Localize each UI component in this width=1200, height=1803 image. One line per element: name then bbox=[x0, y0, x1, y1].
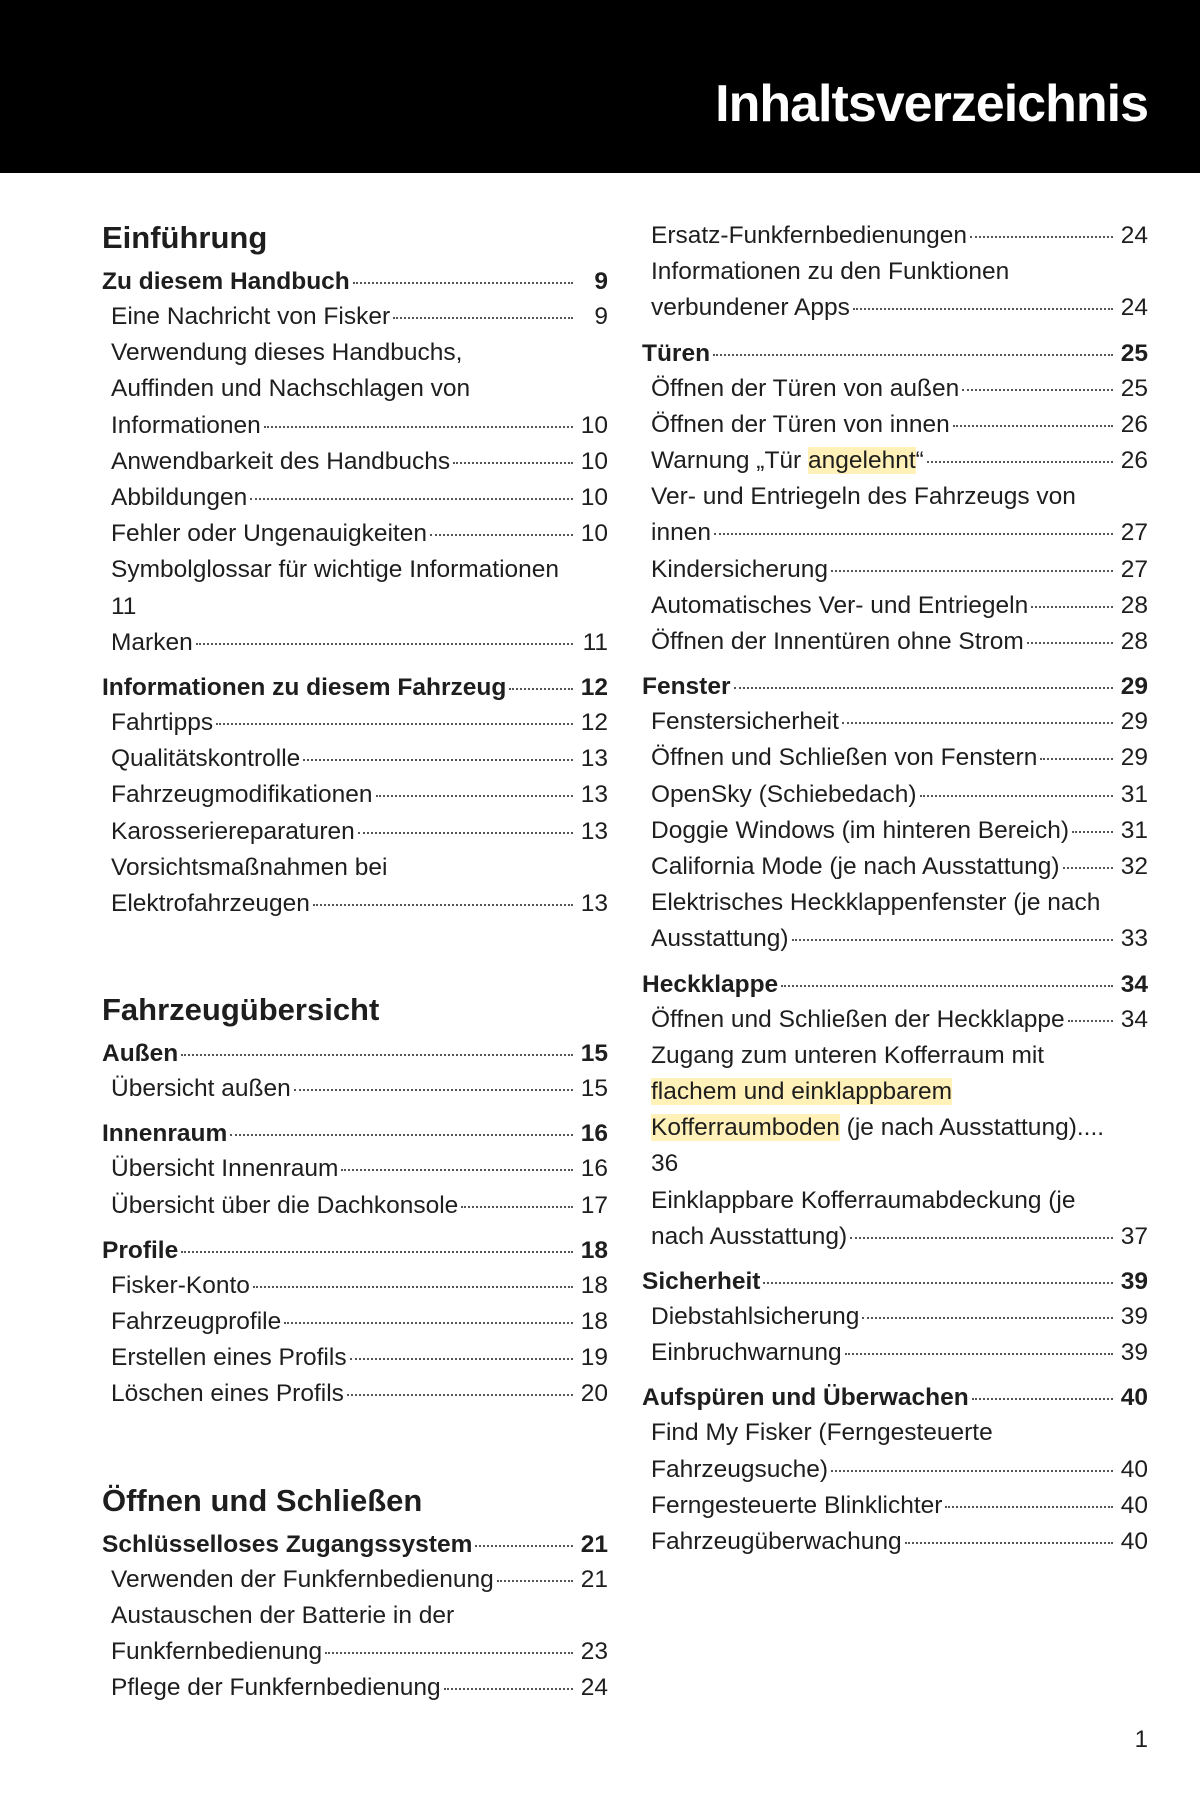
chapter-title: Öffnen und Schließen bbox=[102, 1482, 423, 1518]
toc-group-title[interactable]: Fenster 29 bbox=[642, 673, 1148, 701]
toc-group bbox=[642, 670, 1148, 957]
toc-group bbox=[102, 1117, 608, 1223]
toc-entry[interactable]: Ausstattung) 33 bbox=[651, 925, 1148, 953]
toc-entry[interactable]: Diebstahlsicherung 39 bbox=[651, 1303, 1148, 1331]
toc-entry[interactable]: Fahrzeugüberwachung 40 bbox=[651, 1528, 1148, 1556]
toc-entry[interactable]: Abbildungen 10 bbox=[111, 484, 608, 512]
toc-entry-line: Auffinden und Nachschlagen von bbox=[111, 375, 471, 403]
toc-entry-page-line[interactable]: 11 bbox=[111, 592, 137, 620]
page-title: Inhaltsverzeichnis bbox=[715, 75, 1148, 133]
toc-left-column bbox=[102, 218, 608, 1716]
toc-entry[interactable]: Fahrzeugprofile 18 bbox=[111, 1308, 608, 1336]
toc-entry[interactable]: Fisker-Konto 18 bbox=[111, 1271, 608, 1299]
toc-entry-line bbox=[642, 1074, 1148, 1110]
toc-entry[interactable]: Öffnen der Türen von innen 26 bbox=[651, 410, 1148, 438]
toc-entry[interactable]: Anwendbarkeit des Handbuchs 10 bbox=[111, 447, 608, 475]
toc-entry[interactable]: Kindersicherung 27 bbox=[651, 555, 1148, 583]
toc-group bbox=[642, 968, 1148, 1255]
toc-entry[interactable]: Doggie Windows (im hinteren Bereich) 31 bbox=[651, 816, 1148, 844]
toc-entry-line: Kofferraumboden (je nach Ausstattung).... bbox=[651, 1114, 1105, 1142]
toc-entry[interactable]: Ersatz-Funkfernbedienungen 24 bbox=[651, 222, 1148, 249]
toc-group bbox=[102, 265, 608, 661]
toc-entry[interactable]: Marken 11 bbox=[111, 628, 608, 656]
toc-group-title[interactable]: Heckklappe 34 bbox=[642, 970, 1148, 998]
text-highlight: flachem und einklappbarem bbox=[651, 1078, 952, 1106]
toc-entry-page-line[interactable]: 36 bbox=[651, 1150, 679, 1178]
toc-entry[interactable]: innen 27 bbox=[651, 519, 1148, 547]
toc-entry[interactable]: Elektrofahrzeugen 13 bbox=[111, 890, 608, 918]
toc-entry[interactable]: Fenstersicherheit 29 bbox=[651, 708, 1148, 736]
toc-group-title[interactable]: Zu diesem Handbuch 9 bbox=[102, 268, 608, 295]
toc-group-title[interactable]: Sicherheit 39 bbox=[642, 1268, 1148, 1296]
toc-group-title[interactable]: Schlüsselloses Zugangssystem 21 bbox=[102, 1530, 608, 1558]
toc-entry[interactable]: Öffnen und Schließen von Fenstern 29 bbox=[651, 744, 1148, 772]
toc-right-column bbox=[642, 218, 1148, 1570]
toc-group bbox=[102, 1037, 608, 1107]
toc-group bbox=[102, 1528, 608, 1707]
toc-entry[interactable]: Pflege der Funkfernbedienung 24 bbox=[111, 1674, 608, 1702]
page-header bbox=[0, 0, 1200, 173]
toc-group-title[interactable]: Türen 25 bbox=[642, 339, 1148, 367]
toc-entry-line: Find My Fisker (Ferngesteuerte bbox=[651, 1419, 993, 1447]
toc-entry-line: Einklappbare Kofferraumabdeckung (je bbox=[651, 1186, 1076, 1214]
toc-entry[interactable]: Fahrzeugsuche) 40 bbox=[651, 1455, 1148, 1483]
toc-entry-line: Informationen zu den Funktionen bbox=[651, 258, 1010, 286]
toc-group bbox=[102, 671, 608, 922]
toc-entry[interactable]: Informationen 10 bbox=[111, 411, 608, 439]
toc-entry[interactable]: OpenSky (Schiebedach) 31 bbox=[651, 780, 1148, 808]
toc-entry-line: Verwendung dieses Handbuchs, bbox=[111, 339, 463, 367]
text-highlight: Kofferraumboden bbox=[651, 1114, 840, 1142]
toc-entry-line: Ver- und Entriegeln des Fahrzeugs von bbox=[651, 483, 1076, 511]
toc-group-title[interactable]: Innenraum 16 bbox=[102, 1120, 608, 1148]
toc-group bbox=[642, 337, 1148, 661]
toc-entry-line: Austauschen der Batterie in der bbox=[111, 1601, 455, 1629]
toc-group bbox=[642, 1265, 1148, 1371]
toc-entry[interactable]: Öffnen der Innentüren ohne Strom 28 bbox=[651, 628, 1148, 656]
text-highlight: angelehnt bbox=[808, 447, 916, 475]
toc-entry-line: Elektrisches Heckklappenfenster (je nach bbox=[651, 889, 1101, 917]
toc-entry[interactable]: Erstellen eines Profils 19 bbox=[111, 1344, 608, 1372]
toc-entry[interactable]: Qualitätskontrolle 13 bbox=[111, 745, 608, 773]
toc-entry[interactable]: California Mode (je nach Ausstattung) 32 bbox=[651, 853, 1148, 881]
toc-entry[interactable]: Warnung „Tür angelehnt“ 26 bbox=[651, 447, 1148, 475]
toc-entry[interactable]: Einbruchwarnung 39 bbox=[651, 1339, 1148, 1367]
toc-group-continued bbox=[642, 218, 1148, 327]
toc-group bbox=[642, 1381, 1148, 1560]
toc-entry[interactable]: Fahrzeugmodifikationen 13 bbox=[111, 781, 608, 809]
chapter-title: Einführung bbox=[102, 220, 268, 255]
toc-entry[interactable]: verbundener Apps 24 bbox=[651, 294, 1148, 322]
toc-entry[interactable]: Karosseriereparaturen 13 bbox=[111, 817, 608, 845]
toc-entry[interactable]: Löschen eines Profils 20 bbox=[111, 1380, 608, 1408]
toc-group-title[interactable]: Profile 18 bbox=[102, 1236, 608, 1264]
toc-entry[interactable]: Übersicht Innenraum 16 bbox=[111, 1155, 608, 1183]
page-number: 1 bbox=[1134, 1726, 1148, 1753]
toc-entry-line: Zugang zum unteren Kofferraum mit bbox=[651, 1041, 1045, 1069]
toc-entry[interactable]: Funkfernbedienung 23 bbox=[111, 1638, 608, 1666]
toc-entry-line: Vorsichtsmaßnahmen bei bbox=[111, 853, 388, 881]
toc-group-title[interactable]: Informationen zu diesem Fahrzeug 12 bbox=[102, 674, 608, 702]
toc-entry[interactable]: Fahrtipps 12 bbox=[111, 709, 608, 737]
toc-entry[interactable]: Öffnen der Türen von außen 25 bbox=[651, 374, 1148, 402]
toc-entry[interactable]: Ferngesteuerte Blinklichter 40 bbox=[651, 1491, 1148, 1519]
toc-entry[interactable]: Automatisches Ver- und Entriegeln 28 bbox=[651, 591, 1148, 619]
chapter-title: Fahrzeugübersicht bbox=[102, 992, 380, 1028]
toc-group bbox=[102, 1234, 608, 1413]
toc-entry[interactable]: Eine Nachricht von Fisker 9 bbox=[111, 303, 608, 330]
toc-entry[interactable]: Übersicht über die Dachkonsole 17 bbox=[111, 1191, 608, 1219]
toc-entry[interactable]: Übersicht außen 15 bbox=[111, 1075, 608, 1103]
toc-entry-line: Symbolglossar für wichtige Informationen bbox=[111, 556, 560, 584]
toc-group-title[interactable]: Außen 15 bbox=[102, 1040, 608, 1068]
toc-group-title[interactable]: Aufspüren und Überwachen 40 bbox=[642, 1384, 1148, 1412]
toc-entry[interactable]: Verwenden der Funkfernbedienung 21 bbox=[111, 1565, 608, 1593]
toc-entry[interactable]: nach Ausstattung) 37 bbox=[651, 1222, 1148, 1250]
toc-entry[interactable]: Fehler oder Ungenauigkeiten 10 bbox=[111, 520, 608, 548]
toc-entry[interactable]: Öffnen und Schließen der Heckklappe 34 bbox=[651, 1005, 1148, 1033]
